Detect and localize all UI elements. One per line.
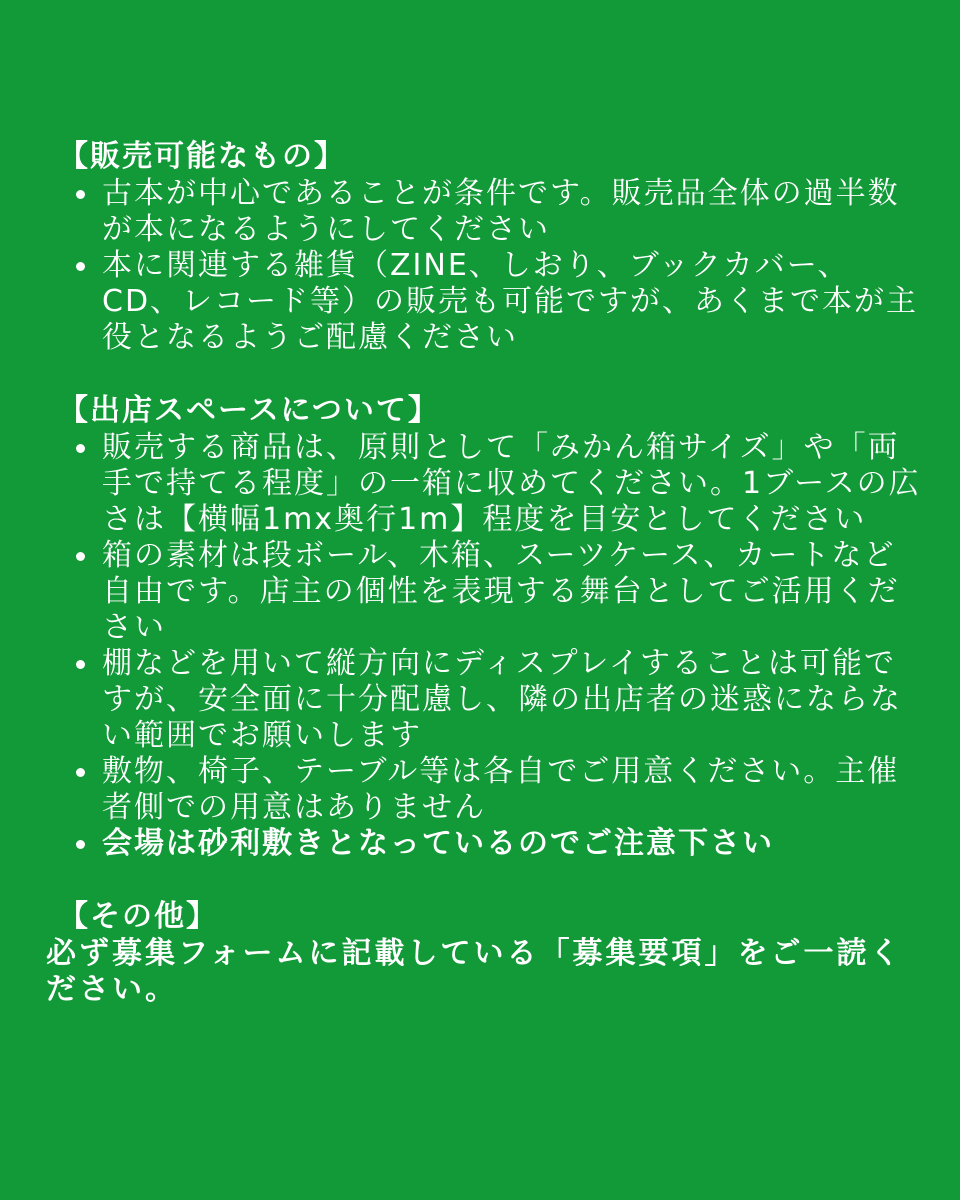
section-title-other: 【その他】 [58, 899, 218, 934]
section-gap [46, 356, 926, 392]
section-title-space: 【出店スペースについて】 [58, 393, 440, 428]
sales-list [46, 176, 926, 356]
section-gap [46, 862, 926, 898]
list-item: 箱の素材は段ボール、木箱、スーツケース、カートなど自由です。店主の個性を表現する舞台としてご活用ください [46, 538, 926, 646]
document-body [46, 138, 926, 1008]
space-list [46, 430, 926, 862]
other-note: 必ず募集フォームに記載している「募集要項」をご一読ください。 [46, 936, 903, 1007]
section-title-sales: 【販売可能なもの】 [58, 139, 346, 174]
list-item-gravel-notice: 会場は砂利敷きとなっているのでご注意下さい [46, 826, 926, 862]
list-item: 敷物、椅子、テーブル等は各自でご用意ください。主催者側での用意はありません [46, 754, 926, 826]
list-item: 販売する商品は、原則として「みかん箱サイズ」や「両手で持てる程度」の一箱に収めてください。1ブースの広さは【横幅1mx奥行1m】程度を目安としてください [46, 430, 926, 538]
list-item: 棚などを用いて縦方向にディスプレイすることは可能ですが、安全面に十分配慮し、隣の出店者の迷惑にならない範囲でお願いします [46, 646, 926, 754]
list-item: 古本が中心であることが条件です。販売品全体の過半数が本になるようにしてください [46, 176, 926, 248]
list-item: 本に関連する雑貨（ZINE、しおり、ブックカバー、CD、レコード等）の販売も可能ですが、あくまで本が主役となるようご配慮ください [46, 248, 926, 356]
